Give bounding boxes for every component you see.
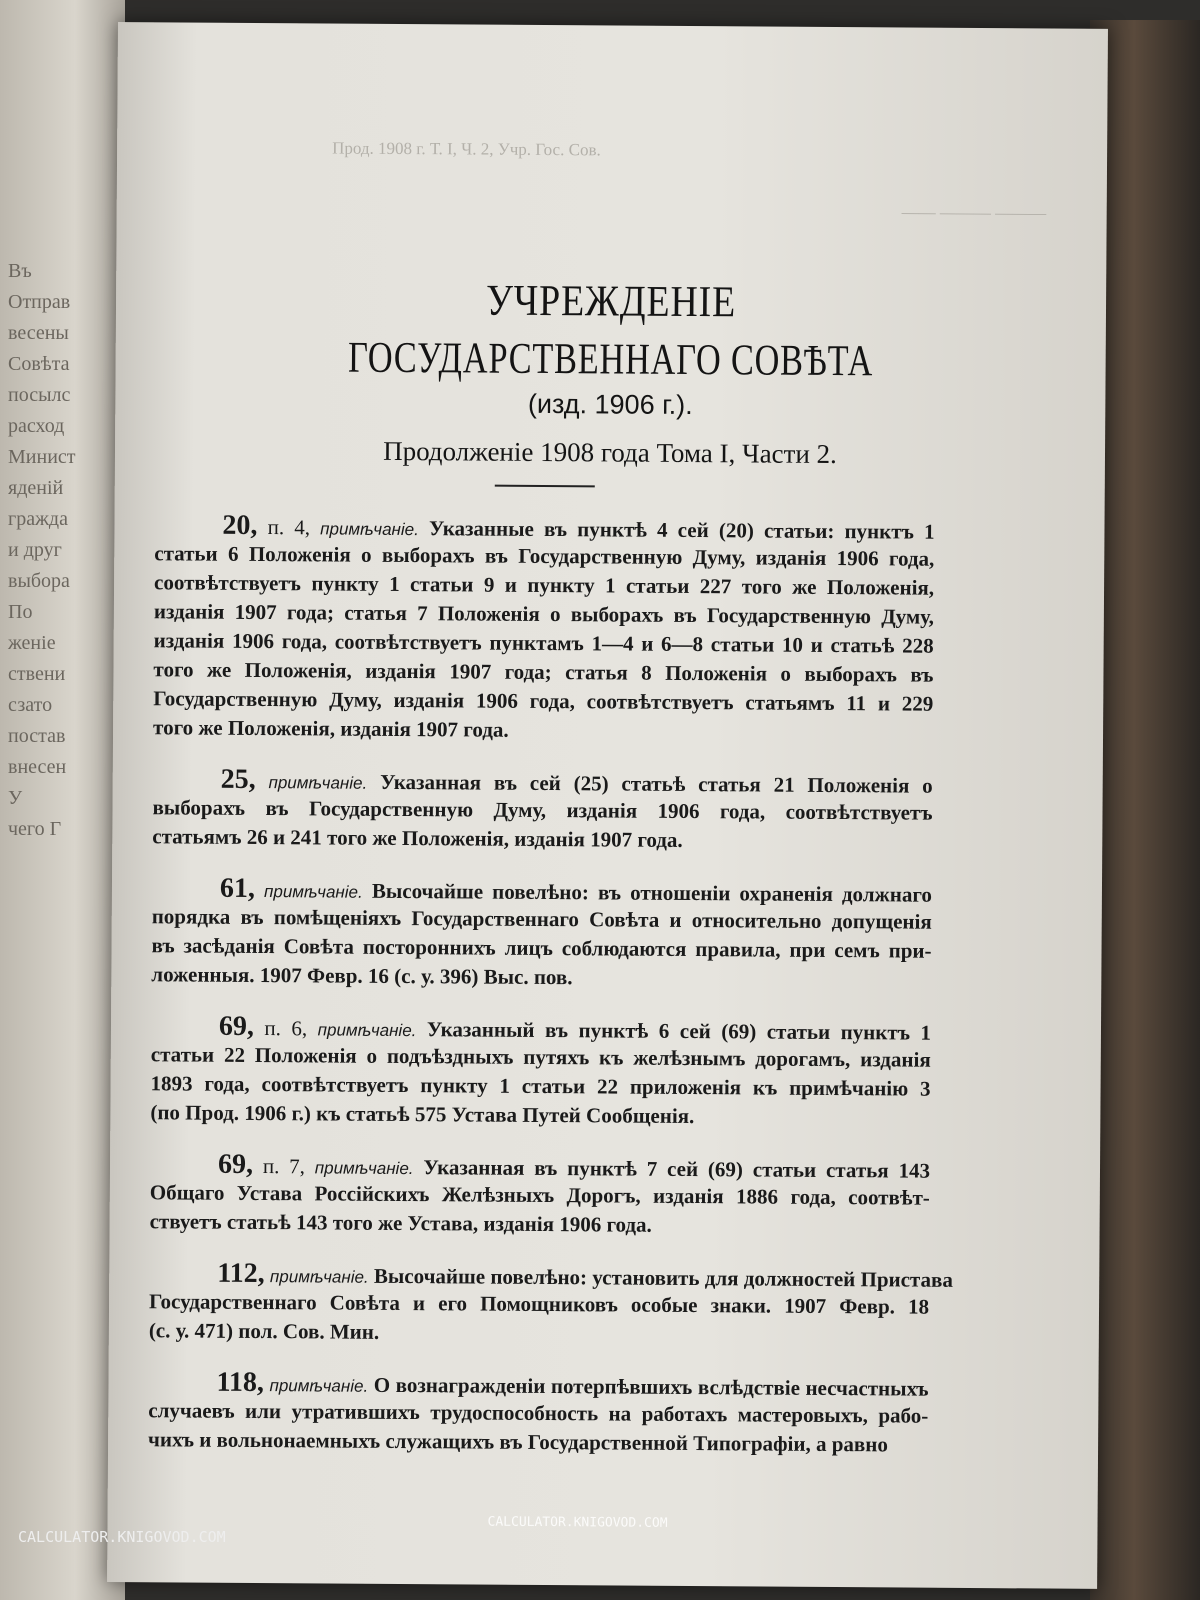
line-text: Указанная въ сей (25) статьѣ статья 21 Положенія о [380, 769, 933, 798]
text-line [153, 713, 933, 747]
article-number: 25, [220, 763, 256, 795]
watermark: CALCULATOR.KNIGOVOD.COM [487, 1514, 668, 1531]
article-number: 20, [222, 509, 258, 541]
line-text: Общаго Устава Россійскихъ Желѣзныхъ Дорогъ, изданія 1886 года, соотвѣт- [149, 1180, 930, 1210]
left-page-fragment: Отправ [8, 291, 71, 313]
line-text: изданія 1907 года; статья 7 Положенія о выборахъ въ Государственную Думу, [153, 599, 934, 629]
left-page-fragment: Минист [8, 446, 76, 468]
article-note [151, 873, 932, 994]
article-number: 112, [217, 1257, 265, 1290]
note-label: примѣчаніе. [268, 773, 368, 793]
title-line-2: ГОСУДАРСТВЕННАГО СОВѢТА [347, 332, 874, 386]
title-line-1: УЧРЕЖДЕНІЕ [485, 275, 737, 327]
article-number: 69, [217, 1148, 254, 1180]
watermark-footer: CALCULATOR.KNIGOVOD.COM [18, 1528, 226, 1546]
article-note [152, 764, 933, 856]
line-text: О вознагражденіи потерпѣвшихъ вслѣдствіе несчастныхъ [373, 1372, 929, 1401]
article-number: 118, [216, 1366, 265, 1399]
note-label: примѣчаніе. [317, 1020, 417, 1041]
continuation: Продолженіе 1908 года Тома I, Части 2. [383, 435, 837, 470]
text-line [152, 822, 932, 856]
line-text: статьямъ 26 и 241 того же Положенія, изданія 1907 года. [152, 824, 683, 852]
article-note [150, 1011, 931, 1132]
line-text: того же Положенія, изданія 1907 года; статья 8 Положенія о выборахъ въ [153, 657, 934, 687]
line-text: Высочайше повелѣно: въ отношеніи охраненія должнаго [371, 878, 933, 907]
line-text: Указанный въ пунктѣ 6 сей (69) статьи пунктъ 1 [426, 1017, 932, 1045]
left-page-fragment: У [8, 787, 23, 809]
article-note [153, 510, 935, 747]
note-label: примѣчаніе. [269, 1267, 369, 1287]
left-page-fragment: По [8, 601, 33, 623]
line-text: Государственнаго Совѣта и его Помощниковъ особые знаки. 1907 Февр. 18 [148, 1289, 930, 1319]
left-page-fragment: гражда [8, 508, 68, 530]
point-ref: п. 6, [264, 1016, 308, 1041]
line-text: Высочайше повелѣно: установить для должностей Пристава [373, 1263, 953, 1292]
left-page-fragment: женіе [8, 632, 56, 654]
bleed-through-text: Прод. 1908 г. Т. I, Ч. 2, Учр. Гос. Сов. [332, 138, 601, 160]
article-number: 69, [218, 1010, 255, 1042]
left-page [0, 0, 125, 1600]
text-line [148, 1425, 928, 1459]
line-text: статьи 6 Положенія о выборахъ въ Государственную Думу, изданія 1906 года, [154, 541, 935, 571]
left-page-fragment: постав [8, 725, 66, 747]
left-page-fragment: и друг [8, 539, 62, 561]
left-page-fragment: чего Г [8, 818, 62, 840]
note-label: примѣчаніе. [263, 882, 363, 902]
line-text: (по Прод. 1906 г.) къ статьѣ 575 Устава Путей Сообщенія. [150, 1100, 695, 1129]
left-page-fragment: внесен [8, 756, 67, 778]
article-note [148, 1367, 929, 1459]
article-note [150, 1149, 931, 1241]
line-text: того же Положенія, изданія 1907 года. [152, 715, 509, 742]
text-line [150, 1098, 930, 1132]
article-note [148, 1257, 953, 1350]
note-label: примѣчаніе. [320, 519, 419, 540]
line-text: выборахъ въ Государственную Думу, изданія 1906 года, соотвѣтствуетъ [152, 795, 933, 825]
point-ref: п. 4, [267, 515, 311, 540]
divider [495, 485, 595, 488]
left-page-fragment: посылс [8, 384, 71, 406]
text-line [149, 1316, 929, 1350]
line-text: чихъ и вольнонаемныхъ служащихъ въ Государственной Типографіи, а равно [148, 1427, 888, 1457]
left-page-fragment: Совѣта [8, 353, 70, 375]
line-text: Указанные въ пунктѣ 4 сей (20) статьи: пунктъ 1 [428, 516, 935, 544]
line-text: статьи 22 Положенія о подъѣздныхъ путяхъ къ желѣзнымъ дорогамъ, изданія [150, 1042, 931, 1072]
left-page-fragment: весены [8, 322, 69, 344]
line-text: 1893 года, соотвѣтствуетъ пункту 1 статьи 22 приложенія къ примѣчанію 3 [150, 1071, 931, 1101]
left-page-fragment: расход [8, 415, 65, 437]
point-ref: п. 7, [262, 1154, 306, 1179]
left-page-fragment: яденій [8, 477, 64, 499]
body-text [148, 509, 953, 1481]
left-page-fragment: выбора [8, 570, 70, 592]
text-line [150, 1207, 930, 1241]
left-page-fragment: Въ [8, 260, 32, 282]
line-text: въ засѣданія Совѣта постороннихъ лицъ соблюдаются правила, при семъ при- [151, 933, 932, 963]
line-text: изданія 1906 года, соотвѣтствуетъ пунктамъ 1—4 и 6—8 статьи 10 и статьѣ 228 [153, 628, 934, 658]
line-text: ствуетъ статьѣ 143 того же Устава, изданія 1906 года. [149, 1209, 652, 1237]
book-spine [1090, 20, 1200, 1600]
note-label: примѣчаніе. [269, 1376, 369, 1396]
line-text: (с. у. 471) пол. Сов. Мин. [148, 1318, 380, 1344]
bleed-through-text: —— ——— ——— [901, 202, 1047, 223]
book-page [107, 22, 1108, 1589]
edition: (изд. 1906 г.). [527, 388, 693, 421]
text-line [151, 960, 931, 994]
line-text: порядка въ помѣщеніяхъ Государственнаго Совѣта и относительно допущенія [151, 904, 932, 934]
line-text: Государственную Думу, изданія 1906 года, соотвѣтствуетъ статьямъ 11 и 229 [153, 686, 934, 716]
left-page-fragment: сзато [8, 694, 53, 716]
line-text: ложенныя. 1907 Февр. 16 (с. у. 396) Выс. пов. [151, 962, 573, 990]
left-page-fragment: ствени [8, 663, 66, 685]
line-text: Указанная въ пунктѣ 7 сей (69) статьи статья 143 [423, 1155, 931, 1183]
line-text: соотвѣтствуетъ пункту 1 статьи 9 и пункту 1 статьи 227 того же Положенія, [154, 570, 935, 600]
article-number: 61, [219, 872, 256, 904]
line-text: случаевъ или утратившихъ трудоспособность на работахъ мастеровыхъ, рабо- [148, 1398, 929, 1428]
note-label: примѣчаніе. [314, 1158, 414, 1179]
